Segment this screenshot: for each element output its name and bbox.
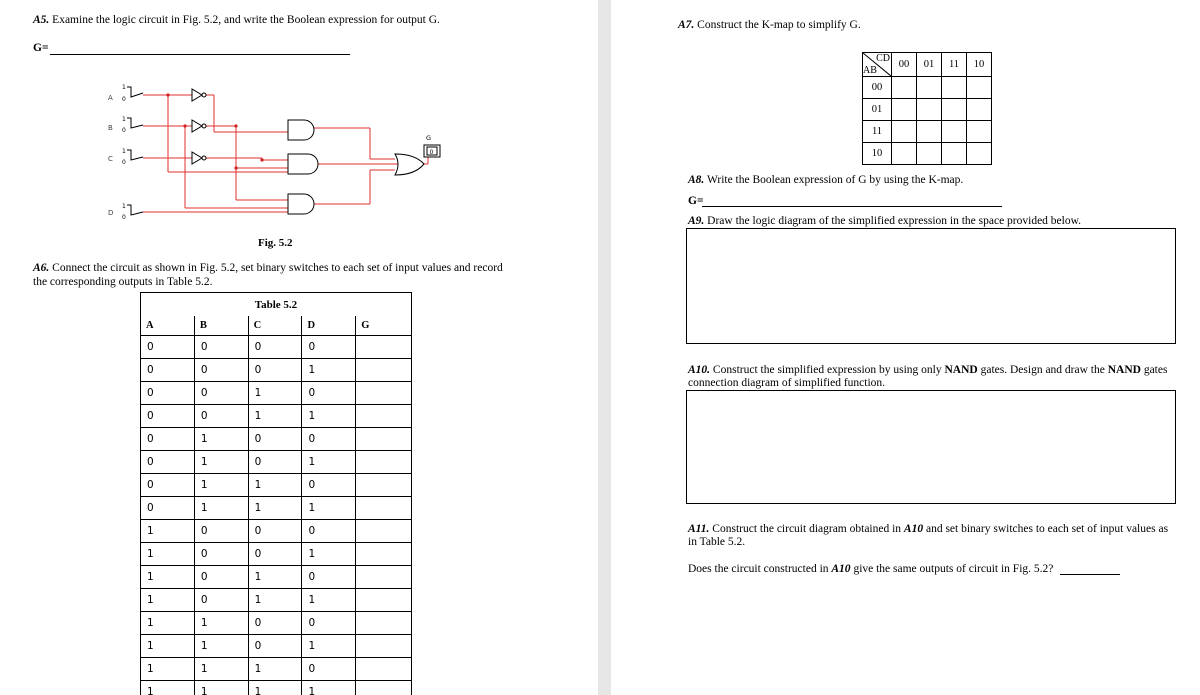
- k-map-cell[interactable]: [942, 77, 967, 99]
- table-cell: 0: [302, 612, 356, 635]
- k-map-row-11: 11: [863, 121, 892, 143]
- table-cell: 1: [248, 382, 302, 405]
- table-cell: 1: [194, 451, 248, 474]
- a8-text: Write the Boolean expression of G by using the K-map.: [706, 174, 964, 186]
- and-gate-1: [288, 120, 314, 140]
- table-cell: 1: [194, 497, 248, 520]
- table-cell: 1: [302, 635, 356, 658]
- table-row: [141, 658, 412, 681]
- table-cell: 0: [194, 405, 248, 428]
- table-cell-g-answer[interactable]: [356, 635, 412, 658]
- a10-drawing-box[interactable]: [686, 390, 1176, 504]
- table-cell: 0: [194, 520, 248, 543]
- k-map-col-11: 11: [942, 53, 967, 77]
- k-map-row-10: 10: [863, 143, 892, 165]
- table-cell: 1: [141, 681, 195, 695]
- question-a9: [688, 215, 1081, 228]
- circuit-wires: [143, 95, 428, 212]
- table-cell: 1: [302, 405, 356, 428]
- table-cell: 0: [194, 566, 248, 589]
- k-map-cell[interactable]: [892, 121, 917, 143]
- table-cell: 0: [302, 336, 356, 359]
- question-a8: [688, 174, 963, 187]
- table-cell: 1: [302, 451, 356, 474]
- k-map-cell[interactable]: [967, 121, 992, 143]
- svg-text:0: 0: [429, 149, 434, 156]
- table-cell: 1: [194, 658, 248, 681]
- table-cell: 1: [141, 589, 195, 612]
- k-map-row-01: 01: [863, 99, 892, 121]
- question-a11-line1: [688, 523, 1168, 536]
- a5-text: Examine the logic circuit in Fig. 5.2, and write the Boolean expression for output G.: [52, 14, 440, 26]
- a6-text: Connect the circuit as shown in Fig. 5.2, set binary switches to each set of input values and record: [52, 262, 503, 274]
- k-map-cell[interactable]: [892, 77, 917, 99]
- table-cell-g-answer[interactable]: [356, 428, 412, 451]
- input-d-label: D: [108, 209, 114, 217]
- a11-ref: A10: [903, 523, 924, 535]
- table-cell-g-answer[interactable]: [356, 566, 412, 589]
- table-row: [141, 543, 412, 566]
- table-cell: 0: [302, 658, 356, 681]
- table-cell: 1: [302, 359, 356, 382]
- table-cell: 1: [248, 566, 302, 589]
- question-a10-line2: connection diagram of simplified function.: [688, 377, 886, 389]
- k-map-col-00: 00: [892, 53, 917, 77]
- table-cell-g-answer[interactable]: [356, 589, 412, 612]
- and-gate-3: [288, 194, 314, 214]
- table-cell: 0: [248, 428, 302, 451]
- question-a10-line1: [688, 364, 1167, 377]
- table-cell: 1: [302, 681, 356, 695]
- k-map-col-01: 01: [917, 53, 942, 77]
- table-cell: 0: [141, 336, 195, 359]
- same-output-answer-line[interactable]: [1060, 574, 1120, 575]
- q-text-post: give the same outputs of circuit in Fig. 5.2?: [853, 563, 1054, 575]
- k-map-row-00: 00: [863, 77, 892, 99]
- table-row: [141, 566, 412, 589]
- question-a11-line2: in Table 5.2.: [688, 536, 746, 548]
- table-row: [141, 382, 412, 405]
- table-cell: 0: [141, 451, 195, 474]
- k-map-ab-label: AB: [863, 65, 877, 76]
- table-header-g: G: [356, 316, 412, 336]
- table-cell: 1: [302, 543, 356, 566]
- table-row: [141, 336, 412, 359]
- table-cell: 1: [194, 428, 248, 451]
- a9-drawing-box[interactable]: [686, 228, 1176, 344]
- table-cell-g-answer[interactable]: [356, 520, 412, 543]
- a9-text: Draw the logic diagram of the simplified expression in the space provided below.: [707, 215, 1082, 227]
- switch-d[interactable]: [122, 203, 143, 221]
- k-map-cell[interactable]: [942, 143, 967, 165]
- table-header-a: A: [141, 316, 195, 336]
- table-cell: 0: [248, 359, 302, 382]
- k-map-col-10: 10: [967, 53, 992, 77]
- table-cell: 0: [302, 382, 356, 405]
- figure-caption: Fig. 5.2: [258, 237, 293, 249]
- g-answer-line[interactable]: [50, 54, 350, 55]
- question-a6-line2: the corresponding outputs in Table 5.2.: [33, 276, 213, 288]
- a6-number: A6.: [33, 262, 50, 274]
- table-cell-g-answer[interactable]: [356, 474, 412, 497]
- a8-number: A8.: [688, 174, 705, 186]
- table-cell-g-answer[interactable]: [356, 336, 412, 359]
- table-header-b: B: [194, 316, 248, 336]
- k-map-cell[interactable]: [942, 121, 967, 143]
- k-map-corner: [863, 53, 892, 77]
- svg-text:0: 0: [122, 159, 126, 166]
- table-cell: 0: [141, 497, 195, 520]
- output-probe-g: [424, 134, 440, 157]
- table-cell: 0: [141, 474, 195, 497]
- table-cell: 1: [141, 635, 195, 658]
- k-map-cell[interactable]: [917, 99, 942, 121]
- k-map-cell[interactable]: [917, 77, 942, 99]
- table-cell: 1: [248, 474, 302, 497]
- table-cell: 1: [248, 405, 302, 428]
- k-map-cell[interactable]: [892, 143, 917, 165]
- table-cell-g-answer[interactable]: [356, 359, 412, 382]
- a10-text-mid: gates. Design and draw the: [980, 364, 1105, 376]
- table-header-d: D: [302, 316, 356, 336]
- table-cell: 0: [194, 543, 248, 566]
- svg-text:1: 1: [122, 84, 126, 91]
- a11-number: A11.: [688, 523, 710, 535]
- a5-number: A5.: [33, 14, 50, 26]
- table-cell: 0: [302, 474, 356, 497]
- table-cell: 0: [302, 428, 356, 451]
- table-cell: 1: [141, 566, 195, 589]
- svg-text:1: 1: [122, 203, 126, 210]
- table-row: [141, 474, 412, 497]
- table-cell: 1: [194, 681, 248, 695]
- table-cell: 1: [248, 497, 302, 520]
- table-cell: 1: [141, 612, 195, 635]
- table-cell: 0: [302, 566, 356, 589]
- not-gate-b: [192, 120, 206, 132]
- k-map-cd-label: CD: [876, 53, 890, 64]
- table-cell: 1: [302, 497, 356, 520]
- table-row: [141, 428, 412, 451]
- table-cell-g-answer[interactable]: [356, 612, 412, 635]
- truth-table: [140, 292, 412, 695]
- table-cell: 0: [194, 336, 248, 359]
- table-cell: 1: [248, 589, 302, 612]
- table-row: [141, 589, 412, 612]
- table-row: [141, 451, 412, 474]
- q-text-pre: Does the circuit constructed in: [688, 563, 829, 575]
- table-row: [141, 497, 412, 520]
- k-map-cell[interactable]: [967, 143, 992, 165]
- table-row: [141, 405, 412, 428]
- left-page: [0, 0, 598, 695]
- k-map: [862, 52, 992, 165]
- table-cell: 1: [194, 474, 248, 497]
- table-cell-g-answer[interactable]: [356, 497, 412, 520]
- logic-circuit-diagram: [0, 60, 598, 240]
- table-cell: 0: [194, 359, 248, 382]
- input-a-label: A: [108, 94, 113, 102]
- table-cell: 0: [248, 336, 302, 359]
- a10-text-pre: Construct the simplified expression by using only: [712, 364, 942, 376]
- table-cell: 1: [194, 612, 248, 635]
- table-cell: 0: [248, 612, 302, 635]
- table-cell: 0: [194, 382, 248, 405]
- table-cell: 0: [302, 520, 356, 543]
- table-cell: 0: [248, 520, 302, 543]
- g-answer-label: G=: [33, 42, 49, 54]
- table-header-c: C: [248, 316, 302, 336]
- table-cell-g-answer[interactable]: [356, 451, 412, 474]
- a7-number: A7.: [678, 19, 695, 31]
- table-cell: 0: [141, 359, 195, 382]
- table-cell: 1: [141, 520, 195, 543]
- question-a6-line1: [33, 262, 503, 275]
- and-gate-2: [288, 154, 318, 174]
- table-cell: 0: [248, 543, 302, 566]
- k-map-cell[interactable]: [917, 121, 942, 143]
- table-cell-g-answer[interactable]: [356, 658, 412, 681]
- table-cell: 0: [248, 451, 302, 474]
- q-ref: A10: [831, 563, 851, 575]
- question-same-output: [688, 563, 1053, 576]
- switch-a[interactable]: [122, 84, 143, 103]
- svg-text:0: 0: [122, 214, 126, 221]
- table-cell: 0: [141, 405, 195, 428]
- not-gate-a: [192, 89, 206, 101]
- svg-text:1: 1: [122, 148, 126, 155]
- input-b-label: B: [108, 124, 113, 132]
- table-row: [141, 635, 412, 658]
- svg-text:0: 0: [122, 96, 126, 103]
- a7-text: Construct the K-map to simplify G.: [697, 19, 861, 31]
- table-cell-g-answer[interactable]: [356, 681, 412, 695]
- k-map-cell[interactable]: [917, 143, 942, 165]
- a10-text-post: gates: [1143, 364, 1168, 376]
- a10-nand-1: NAND: [944, 364, 978, 376]
- k-map-cell[interactable]: [942, 99, 967, 121]
- switch-b[interactable]: [122, 116, 143, 134]
- a9-number: A9.: [688, 215, 705, 227]
- table-caption: Table 5.2: [141, 293, 412, 317]
- svg-text:1: 1: [122, 116, 126, 123]
- g-answer-label-2: G=: [688, 195, 704, 207]
- table-cell: 1: [302, 589, 356, 612]
- a10-number: A10.: [688, 364, 711, 376]
- table-row: [141, 681, 412, 695]
- a10-nand-2: NAND: [1107, 364, 1141, 376]
- table-cell: 0: [194, 589, 248, 612]
- a11-text-post: and set binary switches to each set of input values as: [925, 523, 1169, 535]
- a11-text-pre: Construct the circuit diagram obtained in: [712, 523, 902, 535]
- table-cell: 0: [141, 428, 195, 451]
- table-cell: 1: [248, 658, 302, 681]
- svg-text:0: 0: [122, 127, 126, 134]
- input-c-label: C: [108, 155, 113, 163]
- table-cell-g-answer[interactable]: [356, 382, 412, 405]
- switch-c[interactable]: [122, 148, 143, 166]
- page-gutter: [598, 0, 611, 695]
- table-row: [141, 359, 412, 382]
- table-cell: 1: [141, 543, 195, 566]
- k-map-cell[interactable]: [967, 77, 992, 99]
- question-a7: [678, 19, 861, 32]
- table-cell-g-answer[interactable]: [356, 543, 412, 566]
- table-cell: 0: [141, 382, 195, 405]
- table-cell: 1: [194, 635, 248, 658]
- g-answer-line-2[interactable]: [702, 206, 1002, 207]
- svg-text:G: G: [426, 134, 432, 142]
- table-cell: 0: [248, 635, 302, 658]
- or-gate: [395, 154, 424, 175]
- table-cell-g-answer[interactable]: [356, 405, 412, 428]
- not-gate-c: [192, 152, 206, 164]
- k-map-cell[interactable]: [967, 99, 992, 121]
- table-cell: 1: [248, 681, 302, 695]
- k-map-cell[interactable]: [892, 99, 917, 121]
- table-cell: 1: [141, 658, 195, 681]
- table-row: [141, 520, 412, 543]
- table-row: [141, 612, 412, 635]
- question-a5: [33, 14, 440, 27]
